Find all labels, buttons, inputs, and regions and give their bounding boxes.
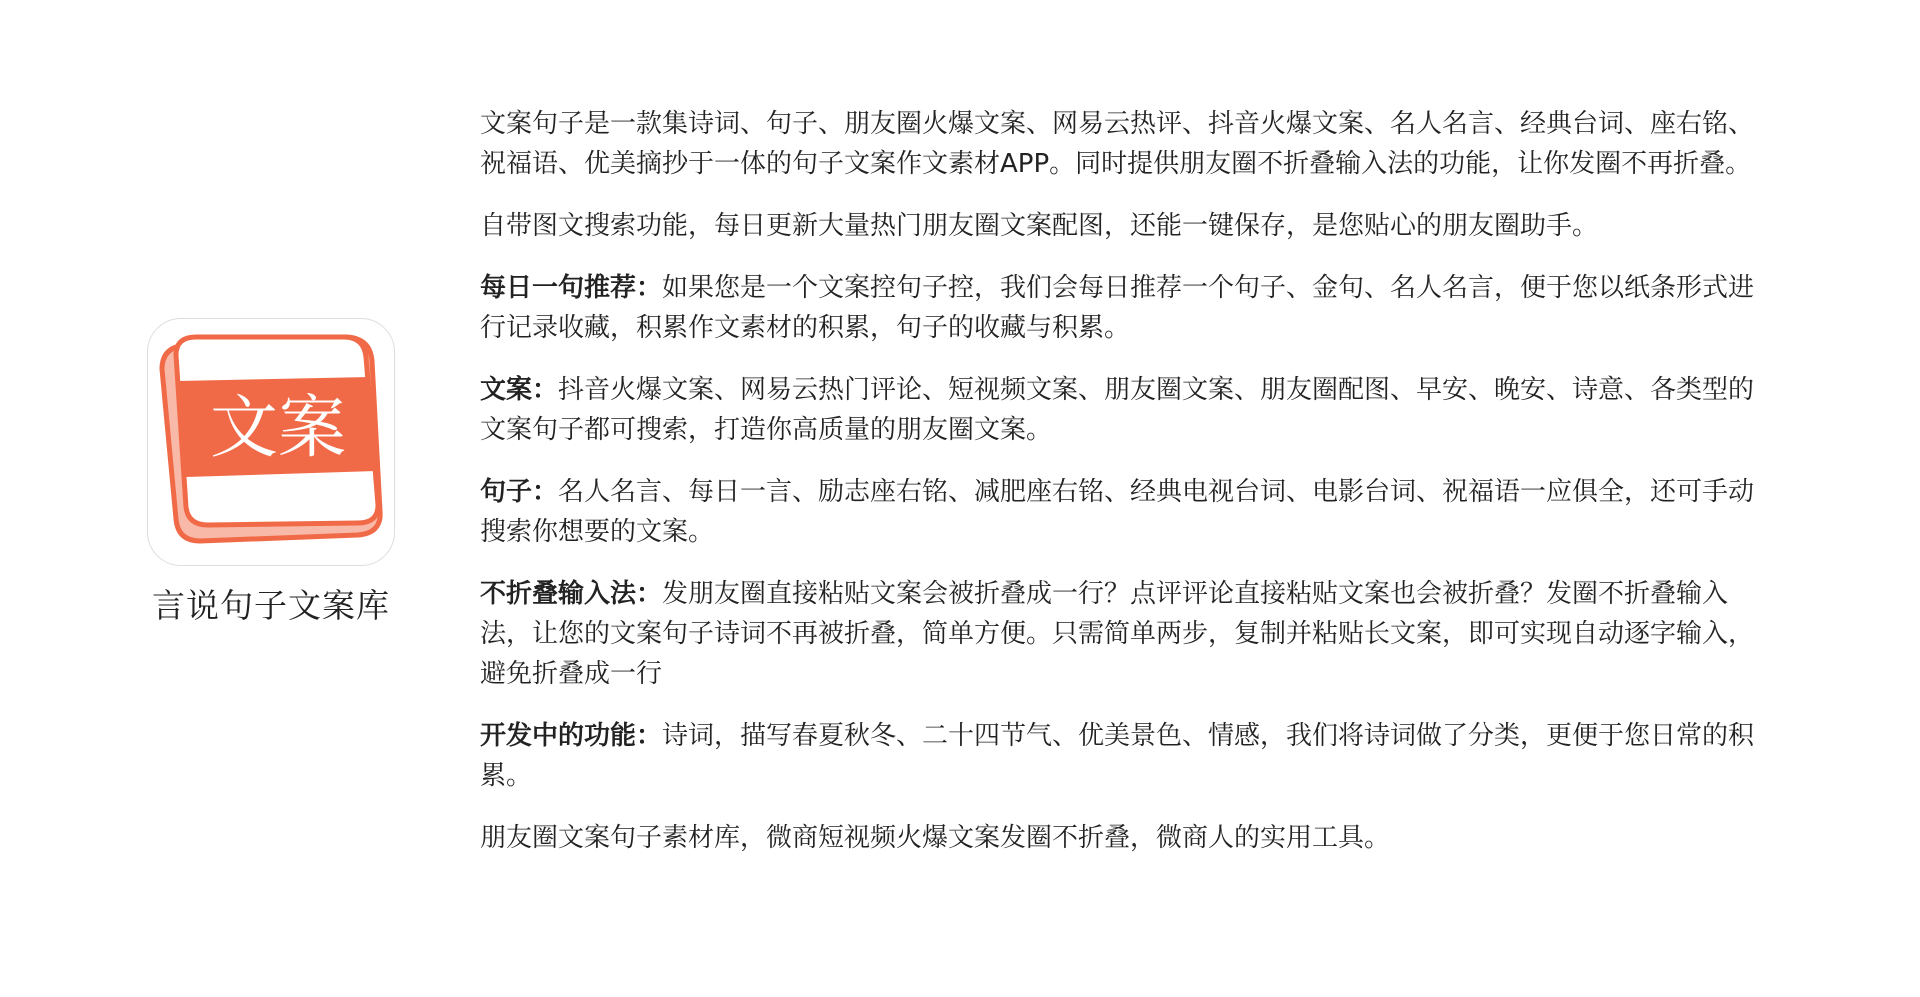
description-paragraph bbox=[480, 818, 1760, 858]
paragraph-heading: 开发中的功能： bbox=[480, 721, 663, 751]
paragraph-text: 自带图文搜索功能，每日更新大量热门朋友圈文案配图，还能一键保存，是您贴心的朋友圈助手。 bbox=[480, 211, 1599, 241]
app-description bbox=[480, 104, 1760, 880]
description-paragraph bbox=[480, 268, 1760, 348]
description-paragraph bbox=[480, 370, 1760, 450]
description-paragraph bbox=[480, 206, 1760, 246]
paragraph-text: 朋友圈文案句子素材库，微商短视频火爆文案发圈不折叠，微商人的实用工具。 bbox=[480, 823, 1391, 853]
paragraph-text: 抖音火爆文案、网易云热门评论、短视频文案、朋友圈文案、朋友圈配图、早安、晚安、诗意、各类型的文案句子都可搜索，打造你高质量的朋友圈文案。 bbox=[480, 375, 1755, 445]
paragraph-text: 发朋友圈直接粘贴文案会被折叠成一行？点评评论直接粘贴文案也会被折叠？发圈不折叠输入法，让您的文案句子诗词不再被折叠，简单方便。只需简单两步，复制并粘贴长文案，即可实现自动逐字输入，避免折叠成一行 bbox=[480, 579, 1755, 689]
description-paragraph bbox=[480, 104, 1760, 184]
app-info-panel bbox=[140, 318, 402, 627]
paragraph-heading: 不折叠输入法： bbox=[480, 579, 663, 609]
paragraph-text: 如果您是一个文案控句子控，我们会每日推荐一个句子、金句、名人名言，便于您以纸条形式进行记录收藏，积累作文素材的积累，句子的收藏与积累。 bbox=[480, 273, 1755, 343]
paragraph-text: 诗词，描写春夏秋冬、二十四节气、优美景色、情感，我们将诗词做了分类，更便于您日常的积累。 bbox=[480, 721, 1755, 791]
paragraph-heading: 文案： bbox=[480, 375, 559, 405]
paragraph-text: 文案句子是一款集诗词、句子、朋友圈火爆文案、网易云热评、抖音火爆文案、名人名言、经典台词、座右铭、祝福语、优美摘抄于一体的句子文案作文素材APP。同时提供朋友圈不折叠输入法的功能，让你发圈不再折叠。 bbox=[480, 109, 1755, 179]
paragraph-text: 名人名言、每日一言、励志座右铭、减肥座右铭、经典电视台词、电影台词、祝福语一应俱全，还可手动搜索你想要的文案。 bbox=[480, 477, 1755, 547]
paragraph-heading: 句子： bbox=[480, 477, 559, 507]
description-paragraph bbox=[480, 472, 1760, 552]
app-name: 言说句子文案库 bbox=[152, 586, 390, 625]
app-icon[interactable] bbox=[147, 318, 395, 566]
paragraph-heading: 每日一句推荐： bbox=[480, 273, 663, 303]
wenan-book-icon bbox=[148, 319, 395, 566]
description-paragraph bbox=[480, 574, 1760, 694]
icon-title-text: 文案 bbox=[209, 389, 347, 468]
description-paragraph bbox=[480, 716, 1760, 796]
